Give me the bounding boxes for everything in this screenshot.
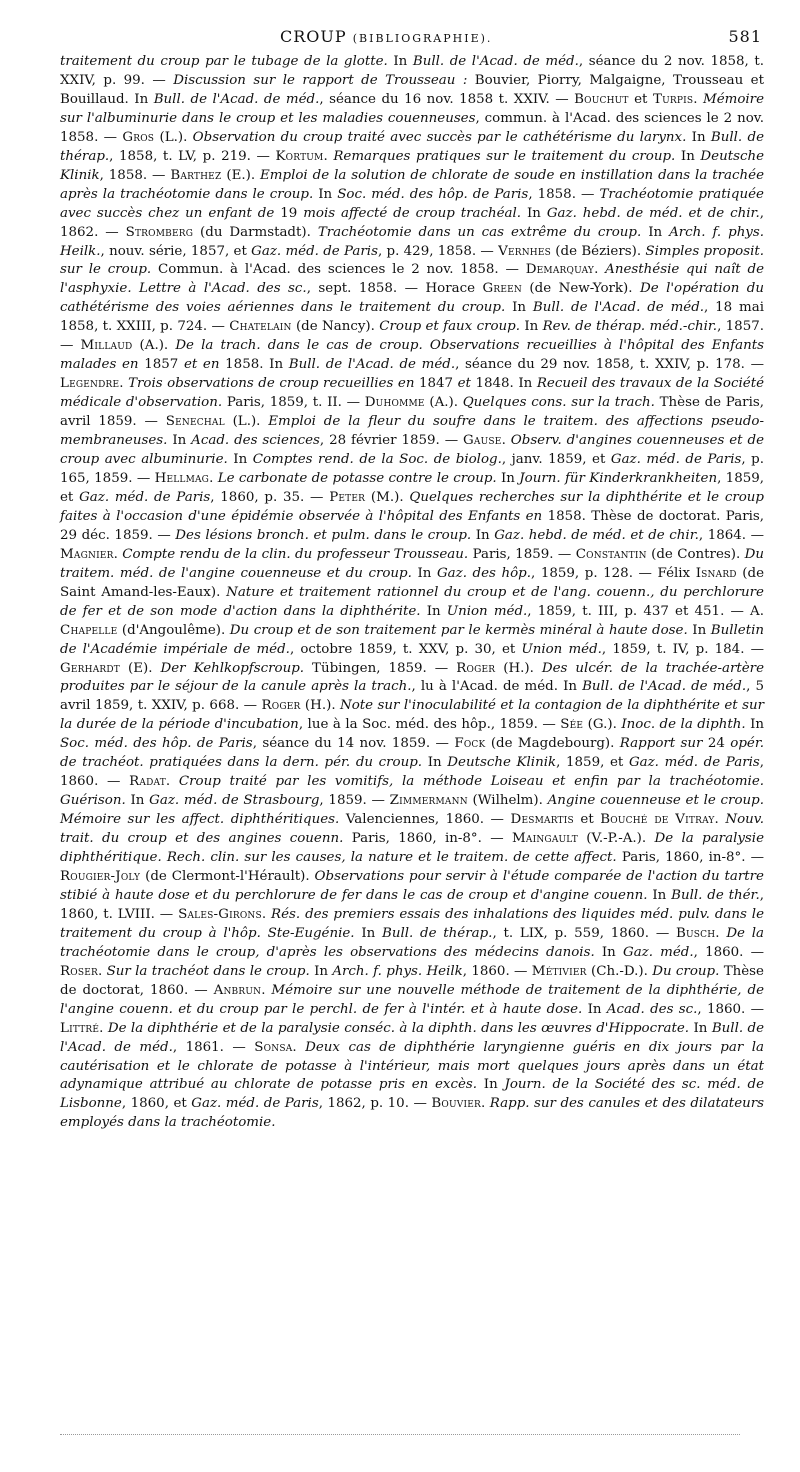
text-run: . <box>715 925 727 941</box>
text-run: (de Magdebourg). <box>485 736 620 752</box>
italic-text: Anesthésie qui naît de l'asphyxie. Lettre à l'Acad. des sc. <box>60 262 765 297</box>
text-run: , 1860. — <box>462 963 532 979</box>
author-name: Chapelle <box>60 622 118 638</box>
author-name: Bouvier <box>431 1096 481 1112</box>
author-name: Barthez <box>170 167 222 183</box>
text-run: . <box>323 148 334 164</box>
text-run: . <box>97 963 107 979</box>
text-run: . <box>209 470 218 486</box>
italic-text: Gaz. méd. de Paris <box>191 1096 319 1112</box>
italic-text: Mémoire sur l'albuminurie dans le croup et les maladies couenneuses <box>60 91 764 126</box>
italic-text: Nature et traitement rationnel du croup et de l'ang. couenn., du perchlorure de fer et de son mode d'action dans la diphthérite. <box>60 584 764 619</box>
italic-text: De la diphthérie et de la paralysie conséc. à la diphth. dans les œuvres d'Hippocrate. <box>107 1020 694 1036</box>
text-run: In <box>130 793 150 809</box>
text-run: (E.). <box>221 167 261 183</box>
text-run: In <box>475 527 495 543</box>
author-name: Roger <box>456 660 496 676</box>
italic-text: De la trachéotomie dans le croup, d'après les observations des médecins danois. <box>60 925 764 960</box>
text-run: In <box>501 470 520 486</box>
text-run: . <box>714 812 726 828</box>
text-run: (de Nancy). <box>291 319 380 335</box>
text-run: . <box>99 1020 108 1036</box>
author-name: Sales-Girons <box>178 906 262 922</box>
text-run: (de Contres). <box>646 546 745 562</box>
italic-text: Gaz. méd. de Paris <box>251 243 378 259</box>
text-run: , 1864. — <box>698 527 765 543</box>
text-run: et <box>628 91 653 107</box>
italic-text: Rev. de thérap. méd.-chir. <box>542 319 718 335</box>
italic-text: Bull. de thér. <box>671 887 760 903</box>
text-run: In <box>361 925 382 941</box>
italic-text: Le carbonate de potasse contre le croup. <box>217 470 501 486</box>
text-run: (A.). <box>132 338 176 354</box>
text-run: , 1860, et <box>121 1096 192 1112</box>
author-name: Anbrun <box>213 982 262 998</box>
author-name: Senechal <box>165 414 225 430</box>
text-run: Paris, 1859, t. II. — <box>226 395 365 411</box>
text-run: , 1860, p. 35. — <box>210 489 330 505</box>
text-run: . <box>501 433 511 449</box>
text-run: (de Clermont-l'Hérault). <box>140 868 315 884</box>
italic-text: Der Kehlkopfscroup. <box>160 660 313 676</box>
italic-text: Gaz. méd. de Paris <box>79 489 211 505</box>
text-run: In <box>691 129 711 145</box>
italic-text: Bull. de l'Acad. de méd. <box>60 1020 765 1055</box>
text-run: , 1858. — <box>528 186 600 202</box>
italic-text: Gaz. des hôp. <box>436 565 531 581</box>
text-run: . <box>261 982 272 998</box>
text-run: 19 <box>280 205 304 221</box>
text-run: Bouvier, Piorry, Malgaigne, Trousseau et Bouillaud. In <box>60 72 764 107</box>
text-run: (du Darmstadt). <box>193 224 318 240</box>
text-run: (E). <box>120 660 161 676</box>
text-run: In <box>652 887 672 903</box>
text-run: . <box>594 262 606 278</box>
text-run: (de Béziers). <box>551 243 646 259</box>
italic-text: mois affecté de croup trachéal. <box>303 205 527 221</box>
italic-text: Bull. de l'Acad. de méd. <box>532 300 705 316</box>
italic-text: et en <box>183 357 226 373</box>
text-run: , 28 février 1859. — <box>319 433 464 449</box>
author-name: Desmartis <box>510 812 574 828</box>
italic-text: Arch. f. phys. Heilk <box>332 963 463 979</box>
text-run: , sept. 1858. — Horace <box>306 281 483 297</box>
text-run: In <box>314 963 333 979</box>
italic-text: De la trach. dans le cas de croup. Observations recueillies à l'hôpital des Enfants malades en <box>60 338 764 373</box>
text-run: , 1861. — <box>172 1039 255 1055</box>
text-run: (G.). <box>583 717 622 733</box>
italic-text: De la paralysie diphthéritique. Rech. clin. sur les causes, la nature et le traitem. de cette affect. <box>60 831 764 866</box>
author-name: Zimmermann <box>389 793 468 809</box>
text-run: 1858. Thèse de doctorat. Paris, 29 déc. 1859. — <box>60 508 765 543</box>
text-run: , séance du 29 nov. 1858, t. XXIV, p. 178. — <box>455 357 764 373</box>
text-run: Commun. à l'Acad. des sciences le 2 nov. 1858. — <box>158 262 526 278</box>
text-run: , janv. 1859, et <box>501 452 611 468</box>
italic-text: Quelques cons. sur la trach. <box>462 395 660 411</box>
text-run: (d'Angoulême). <box>117 622 230 638</box>
text-run: , nouv. série, 1857, et <box>100 243 252 259</box>
italic-text: Trachéotomie pratiquée avec succès chez un enfant de <box>60 186 764 221</box>
italic-text: De l'opération du cathétérisme des voies aériennes dans le traitement du croup. <box>60 281 764 316</box>
italic-text: Note sur l'inoculabilité et la contagion de la diphthérite et sur la durée de la période d'incubation <box>60 698 764 733</box>
author-name: Demarquay <box>525 262 595 278</box>
italic-text: Du croup et de son traitement par le kermès minéral à haute dose. <box>229 622 693 638</box>
author-name: Millaud <box>80 338 133 354</box>
italic-text: Acad. des sciences <box>191 433 320 449</box>
text-run: Thèse de Paris, avril 1859. — <box>60 395 764 430</box>
text-run: , séance du 2 nov. 1858, t. XXIV, p. 99. — <box>60 54 765 88</box>
text-run: In <box>524 319 543 335</box>
text-run: In <box>427 755 448 771</box>
italic-text: Comptes rend. de la Soc. de biolog. <box>252 452 502 468</box>
author-name: Turpis <box>652 91 694 107</box>
text-run: (L.). <box>224 414 269 430</box>
author-name: Métivier <box>531 963 587 979</box>
italic-text: Deux cas de diphthérie laryngienne guéris en dix jours par la cautérisation et le chlorate de potasse à l'intérieur, mais mort quelques jours après dans un état adynamique attribué au chlorate de potasse pris en excès. <box>60 1039 765 1093</box>
text-run: . <box>165 774 179 790</box>
text-run: 1857 <box>144 357 184 373</box>
text-run: , lue à la Soc. méd. des hôp., 1859. — <box>298 717 561 733</box>
italic-text: Recueil des travaux de la Société médicale d'observation. <box>60 376 765 411</box>
italic-text: Union méd. <box>446 603 528 619</box>
italic-text: Gaz. hebd. de méd. et de chir. <box>546 205 760 221</box>
author-name: Sonsa <box>254 1039 293 1055</box>
italic-text: Observations pour servir à l'étude comparée de l'action du tartre stibié à haute dose et du perchlorure de fer dans le cas de croup et d'angine couenn. <box>60 868 764 903</box>
text-run: Paris, 1859. — <box>472 546 576 562</box>
text-run: , t. LIX, p. 559, 1860. — <box>492 925 676 941</box>
text-run: Tübingen, 1859. — <box>312 660 457 676</box>
text-run: (A.). <box>424 395 463 411</box>
text-run: (L.). <box>154 129 193 145</box>
italic-text: Emploi de la fleur du soufre dans le traitem. des affections pseudo-membraneuses. <box>60 414 765 449</box>
author-name: Peter <box>329 489 366 505</box>
text-run: Paris, 1860, in-8°. — <box>621 850 764 866</box>
author-name: Maingault <box>511 831 578 847</box>
footer-rule <box>60 1434 740 1435</box>
italic-text: Du croup. <box>652 963 724 979</box>
italic-text: Rés. des premiers essais des inhalations des liquides méd. pulv. dans le traitement du croup à l'hôp. Ste-Eugénie. <box>60 906 764 941</box>
text-run: (M.). <box>365 489 410 505</box>
author-name: Gros <box>122 129 155 145</box>
author-name: Busch <box>675 925 716 941</box>
text-run: , p. 165, 1859. — <box>60 452 764 486</box>
text-run: (V.-P.-A.). <box>577 831 655 847</box>
italic-text: Simples proposit. sur le croup. <box>60 243 764 278</box>
italic-text: Gaz. méd. de Strasbourg <box>149 793 320 809</box>
text-run: , 1860. — <box>60 755 765 790</box>
italic-text: Croup traité par les vomitifs, la méthode Loiseau et enfin par la trachéotomie. Guérison. <box>60 774 764 809</box>
author-name: Legendre <box>60 376 120 392</box>
text-run: . <box>480 1096 490 1112</box>
text-run: (H.). <box>495 660 542 676</box>
italic-text: Gaz. méd. de Paris <box>610 452 742 468</box>
author-name: Bouché de Vitray <box>600 812 715 828</box>
italic-text: Bull. de l'Acad. de méd. <box>412 54 579 69</box>
italic-text: Discussion sur le rapport de Trousseau : <box>173 72 475 88</box>
italic-text: Sur la trachéot dans le croup. <box>106 963 315 979</box>
italic-text: Inoc. de la diphth. <box>621 717 751 733</box>
author-name: Chatelain <box>229 319 292 335</box>
text-run: (H.). <box>300 698 341 714</box>
text-run: In <box>601 944 623 960</box>
italic-text: Union méd. <box>521 641 602 657</box>
italic-text: Rapp. sur des canules et des dilatateurs employés dans la trachéotomie. <box>60 1096 765 1131</box>
text-run: , 1859, t. III, p. 437 et 451. — A. <box>527 603 764 619</box>
text-run: (de New-York). <box>521 281 640 297</box>
text-run: In <box>692 622 711 638</box>
italic-text: Observation du croup traité avec succès par le cathétérisme du larynx. <box>192 129 692 145</box>
author-name: Isnard <box>695 565 737 581</box>
text-run: In <box>483 1077 505 1093</box>
text-run: , octobre 1859, t. XXV, p. 30, et <box>289 641 522 657</box>
author-name: Rougier-Joly <box>60 868 141 884</box>
author-name: Bouchut <box>574 91 629 107</box>
italic-text: Soc. méd. des hôp. de Paris <box>337 186 529 202</box>
text-run: , lu à l'Acad. de méd. In <box>411 679 583 695</box>
italic-text: Gaz. hebd. de méd. et de chir. <box>494 527 699 543</box>
text-run: In <box>426 603 447 619</box>
italic-text: traitement du croup par le tubage de la glotte. <box>60 54 394 69</box>
italic-text: Acad. des sc. <box>606 1001 698 1017</box>
bibliography-text <box>60 53 764 1133</box>
italic-text: Croup et faux croup. <box>379 319 525 335</box>
text-run: , 1858, t. LV, p. 219. — <box>109 148 276 164</box>
text-run: Thèse de doctorat, 1860. — <box>60 963 764 998</box>
italic-text: Remarques pratiques sur le traitement du croup. <box>333 148 681 164</box>
text-run: In <box>693 1020 712 1036</box>
text-run: In <box>512 300 533 316</box>
text-run: In <box>172 433 192 449</box>
italic-text: Bull. de l'Acad. de méd. <box>288 357 456 373</box>
italic-text: Arch. f. phys. Heilk. <box>60 224 765 259</box>
text-run: In <box>417 565 437 581</box>
text-run: . <box>119 376 129 392</box>
text-run: , séance du 14 nov. 1859. — <box>252 736 455 752</box>
text-run: . <box>292 1039 306 1055</box>
text-run: (de Saint Amand-les-Eaux). <box>60 565 765 600</box>
italic-text: Trois observations de croup recueillies en <box>128 376 419 392</box>
text-run: , 1859, t. IV, p. 184. — <box>601 641 765 657</box>
text-run: In <box>393 54 413 69</box>
italic-text: Trachéotomie dans un cas extrême du croup. <box>317 224 649 240</box>
text-run: , 1860. — <box>697 1001 765 1017</box>
author-name: Stromberg <box>125 224 194 240</box>
text-run: 1858. In <box>225 357 289 373</box>
italic-text: Des lésions bronch. et pulm. dans le croup. <box>175 527 476 543</box>
running-header <box>60 27 764 53</box>
author-name: Gerhardt <box>60 660 120 676</box>
author-name: Vernhes <box>498 243 551 259</box>
author-name: Magnier <box>60 546 114 562</box>
italic-text: Observ. d'angines couenneuses et de croup avec albuminurie. <box>60 433 764 468</box>
italic-text: Deutsche Klinik <box>60 148 765 183</box>
text-run: et <box>573 812 601 828</box>
author-name: Hellmag <box>154 470 210 486</box>
author-name: Roser <box>60 963 98 979</box>
italic-text: Emploi de la solution de chlorate de soude en instillation dans la trachée après la trachéotomie dans le croup. <box>60 167 764 202</box>
text-run: , 1859, et <box>60 470 765 505</box>
text-run: In <box>648 224 670 240</box>
text-run: . <box>693 91 703 107</box>
text-run: Paris, 1860, in-8°. — <box>351 831 512 847</box>
italic-text: Du traitem. méd. de l'angine couenneuse et du croup. <box>60 546 764 581</box>
text-run: , 1859. — <box>319 793 390 809</box>
text-run: . <box>113 546 123 562</box>
text-run: , 1859, et <box>556 755 629 771</box>
author-name: Fock <box>454 736 486 752</box>
italic-text: Journ. de la Société des sc. méd. de Lisbonne <box>60 1077 764 1112</box>
italic-text: Journ. für Kinderkrankheiten <box>519 470 718 486</box>
text-run: , commun. à l'Acad. des sciences le 2 nov. 1858. — <box>60 110 764 145</box>
italic-text: Soc. méd. des hôp. de Paris <box>60 736 253 752</box>
text-run: , 1862. — <box>60 205 765 240</box>
author-name: Sée <box>560 717 584 733</box>
text-run: In <box>750 717 764 733</box>
italic-text: Bull. de l'Acad. de méd. <box>153 91 320 107</box>
text-run: In <box>526 205 547 221</box>
text-run: 24 <box>707 736 731 752</box>
text-run: 1847 <box>418 376 458 392</box>
running-title <box>280 27 492 46</box>
italic-text: Quelques recherches sur la diphthérite et le croup faites à l'occasion d'une épidémie observée à l'hôpital des Enfants en <box>60 489 765 524</box>
author-name: Gause <box>463 433 502 449</box>
text-run: Valenciennes, 1860. — <box>345 812 511 828</box>
text-run: , 1860. — <box>693 944 764 960</box>
italic-text: et <box>457 376 476 392</box>
author-name: Constantin <box>575 546 647 562</box>
text-run: (Ch.-D.). <box>586 963 653 979</box>
italic-text: Gaz. méd. <box>623 944 694 960</box>
text-run: In <box>233 452 253 468</box>
text-run: , p. 429, 1858. — <box>377 243 499 259</box>
text-run: In <box>680 148 701 164</box>
text-run: , 1858. — <box>99 167 171 183</box>
text-run: In <box>318 186 338 202</box>
author-name: Kortum <box>275 148 324 164</box>
author-name: Roger <box>261 698 301 714</box>
page-number: 581 <box>728 27 762 46</box>
text-run: , 1860, t. LVIII. — <box>60 887 764 922</box>
text-run: , séance du 16 nov. 1858 t. XXIV. — <box>319 91 575 107</box>
italic-text: Mémoire sur une nouvelle méthode de traitement de la diphthérie, de l'angine couenn. et du croup par le perchl. de fer à l'intér. et à haute dose. <box>60 982 764 1017</box>
text-run: , 18 mai 1858, t. XXIII, p. 724. — <box>60 300 765 335</box>
italic-text: Angine couenneuse et le croup. Mémoire sur les affect. diphthéritiques. <box>60 793 764 828</box>
italic-text: Nouv. trait. du croup et des angines couenn. <box>60 812 764 847</box>
italic-text: opér. de trachéot. pratiquées dans la dern. pér. du croup. <box>60 736 765 771</box>
author-name: Littré <box>60 1020 100 1036</box>
title-text: CROUP <box>280 27 347 46</box>
text-run: 1848. In <box>475 376 537 392</box>
text-run: . <box>261 906 272 922</box>
author-name: Green <box>482 281 522 297</box>
author-name: Radat <box>129 774 166 790</box>
italic-text: Bulletin de l'Académie impériale de méd. <box>60 622 764 657</box>
text-run: In <box>587 1001 607 1017</box>
italic-text: Rapport sur <box>619 736 708 752</box>
italic-text: Bull. de l'Acad. de méd. <box>582 679 747 695</box>
text-run: , 1857. — <box>60 319 764 354</box>
italic-text: Des ulcér. de la trachée-artère produites par le séjour de la canule après la trach. <box>60 660 764 695</box>
title-subtitle: (BIBLIOGRAPHIE). <box>352 32 493 45</box>
text-run: (Wilhelm). <box>467 793 548 809</box>
text-run: , 1862, p. 10. — <box>318 1096 432 1112</box>
italic-text: Deutsche Klinik <box>447 755 557 771</box>
italic-text: Gaz. méd. de Paris <box>628 755 760 771</box>
italic-text: Compte rendu de la clin. du professeur Trousseau. <box>122 546 473 562</box>
italic-text: Bull. de thérap. <box>382 925 493 941</box>
text-run: , 1859, p. 128. — Félix <box>531 565 696 581</box>
italic-text: Bull. de thérap. <box>60 129 765 164</box>
text-run: , 5 avril 1859, t. XXIV, p. 668. — <box>60 679 764 714</box>
author-name: Duhomme <box>364 395 425 411</box>
